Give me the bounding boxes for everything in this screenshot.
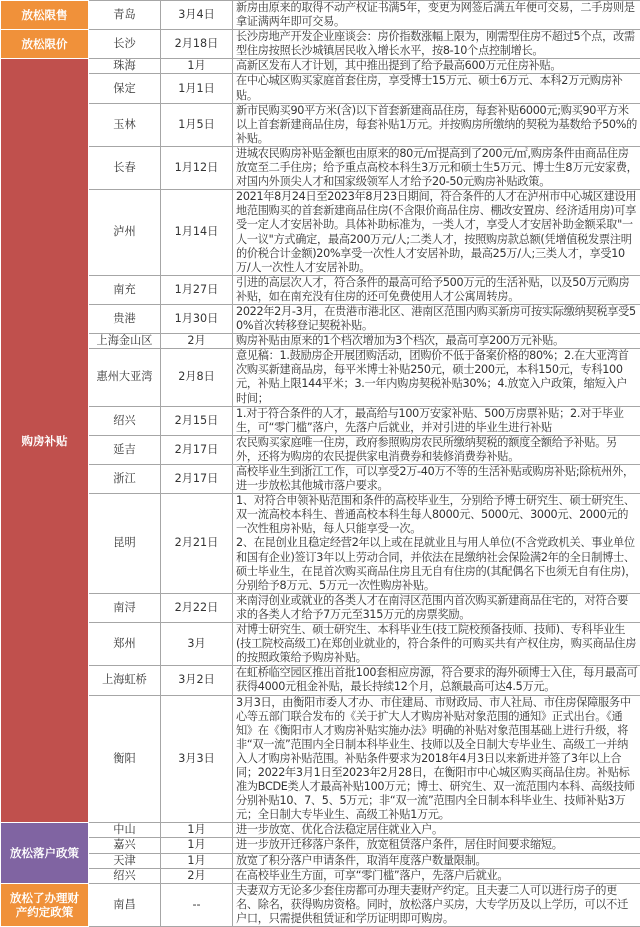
policy-text: 1、对符合申领补贴范围和条件的高校毕业生，分别给予博士研究生、硕士研究生、双一流高校本科生、普通高校本科生每人8000元、5000元、3000元、2000元的一次性租房补贴，每人只能享受一次。 — [236, 494, 638, 536]
policy-text: 新市民购买90平方米(含)以下首套新建商品住房，每套补贴6000元;购买90平方米以上首套新建商品住房，每套补贴1万元。并按购房所缴纳的契税为基数给予50%的补贴。 — [236, 104, 638, 146]
table-row — [1, 868, 640, 883]
policy-category: 购房补贴 — [1, 59, 89, 823]
policy-text: 高新区发布人才计划，其中推出提到了给予最高600万元住房补贴。 — [236, 59, 638, 73]
city-cell: 南昌 — [89, 883, 161, 926]
city-cell: 上海虹桥 — [89, 666, 161, 695]
city-cell: 泸州 — [89, 190, 161, 276]
policy-description — [233, 103, 640, 146]
table-row — [1, 190, 640, 276]
city-cell: 天津 — [89, 853, 161, 868]
policy-text: 新房由原来的取得不动产权证书满5年，变更为网签后满五年便可交易，二手房则是拿证满两年即可交易。 — [236, 1, 638, 29]
policy-description — [233, 190, 640, 276]
policy-text: 引进的高层次人才，符合条件的最高可给予500万元的生活补贴，以及50万元购房补贴，如在南充没有住房的还可免费使用人才公寓周转房。 — [236, 276, 638, 304]
policy-description — [233, 838, 640, 853]
city-cell: 长沙 — [89, 30, 161, 59]
city-cell: 青岛 — [89, 1, 161, 30]
policy-text: 来南浔创业或就业的各类人才在南浔区范围内首次购买新建商品住宅的，对符合要求的各类人才给予7万元至315万元的房票奖励。 — [236, 594, 638, 622]
policy-category: 放松了办理财产约定政策 — [1, 883, 89, 926]
date-cell: 1月1日 — [161, 74, 233, 103]
city-cell: 绍兴 — [89, 868, 161, 883]
policy-text: 2、在昆创业且稳定经营2年以上或在昆就业且与用人单位(不含党政机关、事业单位和国有企业)签订3年以上劳动合同，并依法在昆缴纳社会保险满2年的全日制博士、硕士毕业生，在昆首次购买商品住房且无自有住房的(其配偶名下也须无自有住房)，分别给予8万元、5万元一次性购房补贴。 — [236, 536, 638, 592]
policy-text: 3月3日，由衡阳市委人才办、市住建局、市财政局、市人社局、市住房保障服务中心等五部门联合发布的《关于扩大人才购房补贴对象范围的通知》正式出台。《通知》在《衡阳市人才购房补贴实施办法》明确的补贴对象范围基础上进行升级，将非“双一流”范围内全日制本科毕业生、技师以及全日制大专毕业生、高级工一并纳入人才购房补贴范围。补贴条件要求为2018年4月3日以来新进并签了3年以上合同；2022年3月1日至2023年2月28日，在衡阳市中心城区购买商品住房。补贴标准为BCDE类人才最高补贴100万元；博士、研究生、双一流范围内本科、高级技师分别补贴10、7、5、5万元；非“双一流”范围内全日制本科毕业生、技师补贴3万元；全日制大专毕业生、高级工补贴1万元。 — [236, 696, 638, 823]
city-cell: 惠州大亚湾 — [89, 349, 161, 406]
date-cell: 1月27日 — [161, 275, 233, 304]
policy-category: 放松落户政策 — [1, 823, 89, 883]
policy-description — [233, 275, 640, 304]
policy-description — [233, 593, 640, 622]
city-cell: 延吉 — [89, 435, 161, 464]
policy-description — [233, 349, 640, 406]
date-cell: 2月18日 — [161, 30, 233, 59]
policy-text: 对博士研究生、硕士研究生、本科毕业生(技工院校预备技师、技师)、专科毕业生(技工院校高级工)在郑创业就业的，符合条件的可购买共有产权住房，购买商品住房的按照政策给予购房补贴。 — [236, 623, 638, 665]
table-row — [1, 883, 640, 926]
date-cell: 1月12日 — [161, 146, 233, 189]
city-cell: 玉林 — [89, 103, 161, 146]
table-row — [1, 465, 640, 494]
table-row — [1, 275, 640, 304]
city-cell: 珠海 — [89, 59, 161, 74]
policy-category: 放松限价 — [1, 30, 89, 59]
city-cell: 昆明 — [89, 494, 161, 594]
policy-text: 1.对于符合条件的人才，最高给与100万安家补贴、500万房票补贴；2.对于毕业生，可“零门槛”落户，先落户后就业，并对引进的毕业生进行补贴 — [236, 407, 638, 435]
policy-description — [233, 465, 640, 494]
date-cell: 3月2日 — [161, 666, 233, 695]
policy-text: 在虹桥临空园区推出首批100套相应房源，符合要求的海外硕博士入住，每月最高可获得4000元租金补贴，最长持续12个月，总额最高可达4.5万元。 — [236, 666, 638, 694]
table-row — [1, 838, 640, 853]
date-cell: 2月17日 — [161, 465, 233, 494]
policy-description — [233, 30, 640, 59]
policy-description — [233, 406, 640, 435]
table-row — [1, 494, 640, 594]
table-row — [1, 304, 640, 333]
policy-text: 在高校毕业生方面，可享“零门槛”落户，先落户后就业。 — [236, 869, 638, 883]
policy-text: 2021年8月24日至2023年8月23日期间，符合条件的人才在泸州市中心城区建设用地范围购买的首套新建商品住房(不含限价商品住房、棚改安置房、经济适用房)可享受一定人才安居补助。具体补助标准为，一类人才，享受人才安居补助金额采取"一人一议"方式确定，最高200万元/人;二类人才，按照购房款总额(凭增值税发票注明的价税合计金额)20%享受一次性人才安居补助，最高25万/人;三类人才，享受10万/人一次性人才安居补助。 — [236, 190, 638, 275]
date-cell: 2月 — [161, 334, 233, 349]
city-cell: 浙江 — [89, 465, 161, 494]
date-cell: 3月3日 — [161, 695, 233, 823]
city-cell: 南充 — [89, 275, 161, 304]
policy-description — [233, 1, 640, 30]
city-cell: 上海金山区 — [89, 334, 161, 349]
policy-text: 夫妻双方无论多少套住房都可办理夫妻财产约定。且夫妻二人可以进行房子的更名、除名，获得购房资格。同时，放松落户买房，大专学历及以上学历，可以不迁户口，只需提供租赁证和学历证明即可购房。 — [236, 884, 638, 926]
date-cell: 2月 — [161, 868, 233, 883]
policy-description — [233, 334, 640, 349]
policy-text: 在中心城区购买家庭首套住房，享受博士15万元、硕士6万元、本科2万元购房补贴。 — [236, 74, 638, 102]
date-cell: 2月21日 — [161, 494, 233, 594]
date-cell: -- — [161, 883, 233, 926]
policy-text: 高校毕业生到浙江工作，可以享受2万-40万不等的生活补贴或购房补贴;除杭州外，进一步放松其他城市落户要求。 — [236, 465, 638, 493]
policy-table-body — [1, 1, 640, 927]
policy-description — [233, 59, 640, 74]
policy-text: 放宽了积分落户申请条件，取消年度落户数量限制。 — [236, 854, 638, 868]
policy-description — [233, 883, 640, 926]
date-cell: 3月4日 — [161, 1, 233, 30]
date-cell: 1月 — [161, 838, 233, 853]
table-row — [1, 74, 640, 103]
date-cell: 1月 — [161, 823, 233, 838]
city-cell: 衡阳 — [89, 695, 161, 823]
city-cell: 嘉兴 — [89, 838, 161, 853]
date-cell: 1月30日 — [161, 304, 233, 333]
policy-category: 放松限售 — [1, 1, 89, 30]
table-row — [1, 853, 640, 868]
policy-description — [233, 666, 640, 695]
date-cell: 3月 — [161, 623, 233, 666]
policy-text: 意见稿：1.鼓励房企开展团购活动，团购价不低于备案价格的80%；2.在大亚湾首次购买新建商品房，每平米博士补贴250元，硕士200元，本科150元，专科100元，补贴上限144平米；3.一年内购房契税补贴30%；4.放宽入户政策，缩短入户时间； — [236, 349, 638, 405]
date-cell: 1月14日 — [161, 190, 233, 276]
table-row — [1, 1, 640, 30]
date-cell: 2月22日 — [161, 593, 233, 622]
table-row — [1, 623, 640, 666]
table-row — [1, 103, 640, 146]
policy-description — [233, 853, 640, 868]
policy-description — [233, 494, 640, 594]
date-cell: 1月 — [161, 853, 233, 868]
city-cell: 贵港 — [89, 304, 161, 333]
policy-description — [233, 74, 640, 103]
table-row — [1, 435, 640, 464]
table-row — [1, 30, 640, 59]
policy-text: 2022年2月-3月，在贵港市港北区、港南区范围内购买新房可按实际缴纳契税享受50%首次转移登记契税补贴。 — [236, 305, 638, 333]
policy-text: 长沙房地产开发企业座谈会：房价指数涨幅上限为，刚需型住房不超过5个点，改需型住房按照长沙城镇居民收入增长水平，按8-10个点控制增长。 — [236, 30, 638, 58]
policy-text: 进一步放开迁移落户条件，放宽租赁落户条件，居住时间要求缩短。 — [236, 838, 638, 852]
policy-text: 进一步放宽、优化合法稳定居住就业入户。 — [236, 823, 638, 837]
city-cell: 中山 — [89, 823, 161, 838]
policy-description — [233, 623, 640, 666]
city-cell: 南浔 — [89, 593, 161, 622]
date-cell: 1月 — [161, 59, 233, 74]
policy-description — [233, 146, 640, 189]
policy-text: 购房补贴由原来的1个档次增加为3个档次，最高可享200万元补贴。 — [236, 334, 638, 348]
policy-description — [233, 868, 640, 883]
policy-text: 进城农民购房补贴金额也由原来的80元/㎡提高到了200元/㎡,购房条件由商品住房放宽至二手住房；给予重点高校本科生3万元和硕士生5万元、博士生8万元安家费，对国内外顶尖人才和国家级领军人才给予20-50元购房补贴政策。 — [236, 147, 638, 189]
date-cell: 2月17日 — [161, 435, 233, 464]
table-row — [1, 349, 640, 406]
date-cell: 2月8日 — [161, 349, 233, 406]
policy-description — [233, 695, 640, 823]
policy-description — [233, 823, 640, 838]
table-row — [1, 334, 640, 349]
table-row — [1, 146, 640, 189]
date-cell: 1月5日 — [161, 103, 233, 146]
table-row — [1, 823, 640, 838]
city-cell: 保定 — [89, 74, 161, 103]
table-row — [1, 59, 640, 74]
date-cell: 2月15日 — [161, 406, 233, 435]
table-row — [1, 695, 640, 823]
policy-description — [233, 435, 640, 464]
table-row — [1, 593, 640, 622]
policy-description — [233, 304, 640, 333]
city-cell: 绍兴 — [89, 406, 161, 435]
city-cell: 郑州 — [89, 623, 161, 666]
policy-text: 农民购买家庭唯一住房，政府参照购房农民所缴纳契税的额度全额给予补贴。另外，还将为购房的农民提供家电消费券和装修消费券补贴。 — [236, 436, 638, 464]
table-row — [1, 406, 640, 435]
city-cell: 长春 — [89, 146, 161, 189]
table-row — [1, 666, 640, 695]
